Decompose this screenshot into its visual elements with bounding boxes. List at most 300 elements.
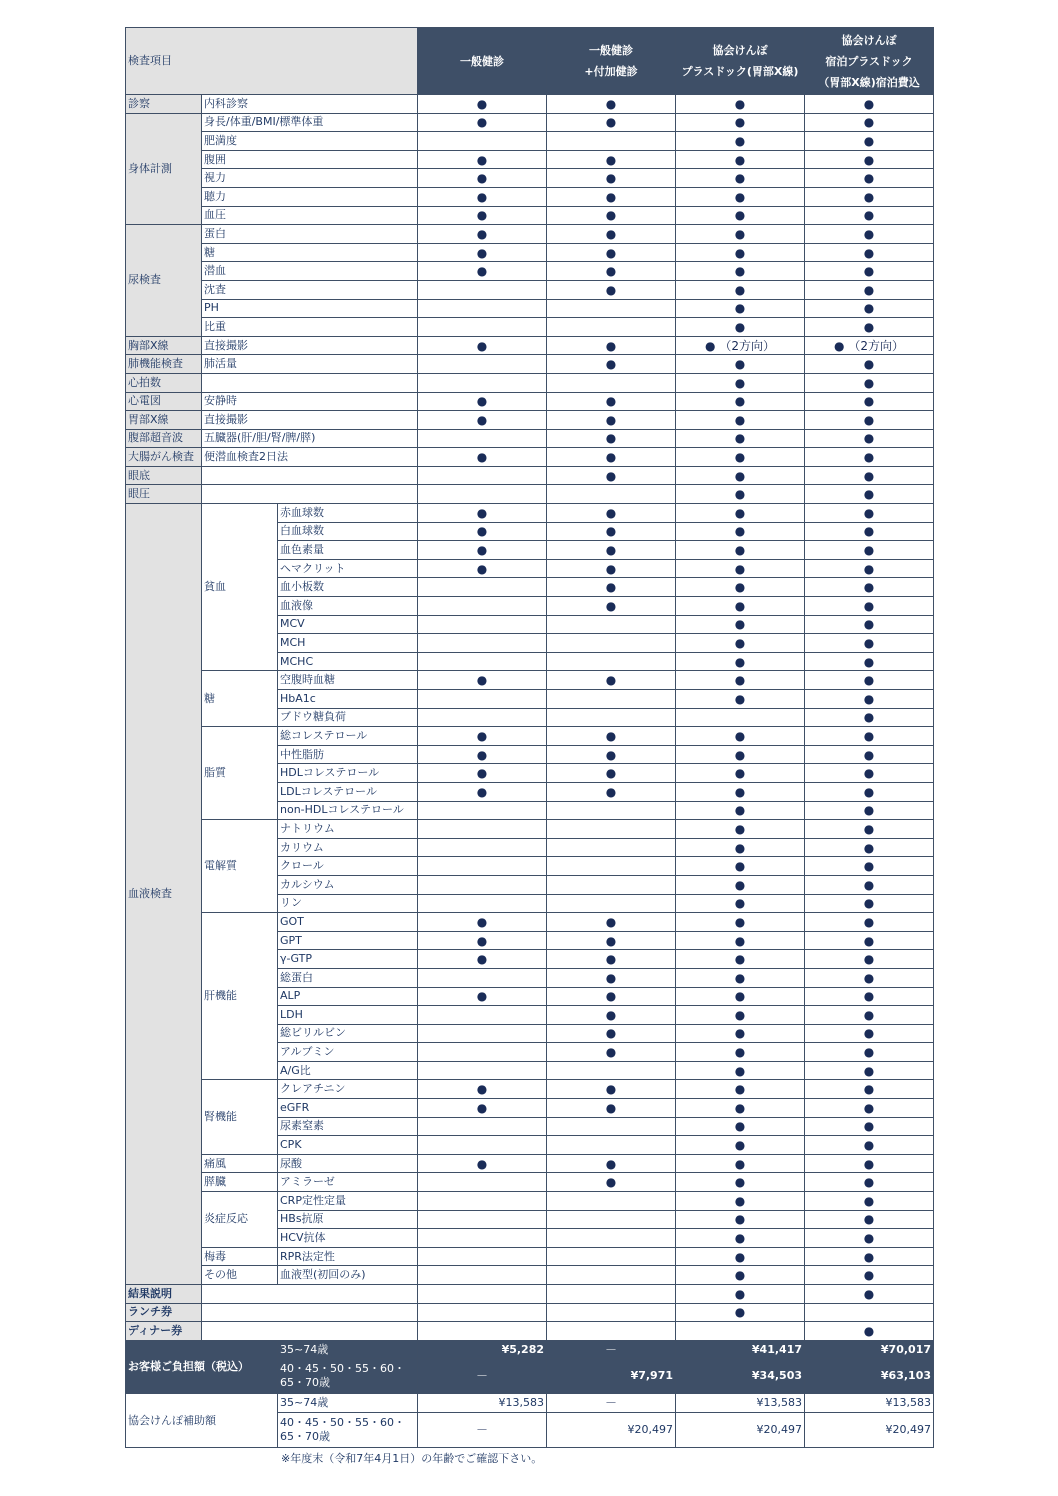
empty-cell <box>418 578 547 597</box>
price-value: ¥41,417 <box>676 1340 805 1359</box>
included-dot: ● <box>676 875 805 894</box>
included-dot: ● <box>418 448 547 467</box>
included-dot: ● <box>805 485 934 504</box>
table-row <box>126 1080 934 1099</box>
price-value: ¥34,503 <box>676 1359 805 1394</box>
included-dot: ● <box>676 727 805 746</box>
table-row <box>126 820 934 839</box>
item-label: 総コレステロール <box>278 727 418 746</box>
included-dot: ● <box>676 132 805 151</box>
item-label <box>202 466 418 485</box>
item-label: 沈査 <box>202 280 418 299</box>
included-dot: ● <box>547 671 676 690</box>
included-dot: ● <box>418 411 547 430</box>
included-dot: ● <box>805 243 934 262</box>
table-row <box>126 411 934 430</box>
included-dot: ● <box>547 968 676 987</box>
price-value: ¥13,583 <box>805 1394 934 1413</box>
empty-cell <box>418 1136 547 1155</box>
included-dot: ● <box>805 820 934 839</box>
category-label: 胸部X線 <box>126 336 202 355</box>
included-dot: ● <box>805 1136 934 1155</box>
price-value: ¥13,583 <box>676 1394 805 1413</box>
included-dot: ● <box>805 225 934 244</box>
empty-cell <box>547 894 676 913</box>
empty-cell <box>547 1136 676 1155</box>
item-label: MCHC <box>278 652 418 671</box>
table-row <box>126 373 934 392</box>
included-dot: ● <box>418 113 547 132</box>
included-dot: ● <box>676 894 805 913</box>
included-dot: ● <box>676 466 805 485</box>
category-label: 大腸がん検査 <box>126 448 202 467</box>
item-label: 総ビリルビン <box>278 1024 418 1043</box>
item-label: 潜血 <box>202 262 418 281</box>
included-dot: ● <box>805 708 934 727</box>
group-label: 腎機能 <box>202 1080 278 1154</box>
included-dot: ● <box>805 150 934 169</box>
included-dot: ● <box>676 1173 805 1192</box>
included-dot: ● <box>547 541 676 560</box>
included-dot: ● <box>676 504 805 523</box>
included-dot: ● <box>805 559 934 578</box>
item-label: クレアチニン <box>278 1080 418 1099</box>
category-label: 血液検査 <box>126 504 202 1285</box>
included-dot: ● <box>805 1322 934 1341</box>
included-dot: ● <box>805 522 934 541</box>
table-row <box>126 392 934 411</box>
item-label: MCH <box>278 634 418 653</box>
item-label: MCV <box>278 615 418 634</box>
item-label: LDH <box>278 1006 418 1025</box>
not-applicable: － <box>547 1394 676 1413</box>
included-dot: ● <box>805 913 934 932</box>
included-dot: ● <box>418 727 547 746</box>
group-label: 炎症反応 <box>202 1192 278 1248</box>
table-row <box>126 429 934 448</box>
empty-cell <box>418 820 547 839</box>
included-dot: ● <box>676 150 805 169</box>
empty-cell <box>418 634 547 653</box>
included-dot: ● <box>805 132 934 151</box>
included-dot: ● <box>805 782 934 801</box>
included-dot: ● <box>805 448 934 467</box>
empty-cell <box>547 1266 676 1285</box>
item-label: 空腹時血糖 <box>278 671 418 690</box>
included-dot: ● <box>805 838 934 857</box>
included-dot: ● <box>676 485 805 504</box>
included-dot: ● <box>676 355 805 374</box>
included-dot: ● <box>805 1247 934 1266</box>
included-dot: ● <box>676 187 805 206</box>
item-label: 安静時 <box>202 392 418 411</box>
table-row <box>126 243 934 262</box>
price-value: ¥13,583 <box>418 1394 547 1413</box>
empty-cell <box>202 1322 418 1341</box>
included-dot: ● <box>676 931 805 950</box>
included-dot: ● <box>547 578 676 597</box>
empty-cell <box>547 1303 676 1322</box>
empty-cell <box>547 615 676 634</box>
included-dot: ● <box>805 597 934 616</box>
included-dot: ● <box>676 541 805 560</box>
empty-cell <box>202 1285 418 1304</box>
included-dot: ● <box>676 318 805 337</box>
item-label: γ-GTP <box>278 950 418 969</box>
included-dot: ● <box>805 745 934 764</box>
table-row <box>126 913 934 932</box>
subsidy-row <box>126 1394 934 1413</box>
group-label: 脂質 <box>202 727 278 820</box>
table-row <box>126 95 934 114</box>
included-dot: ● <box>805 727 934 746</box>
included-dot: ● （2方向） <box>676 336 805 355</box>
empty-cell <box>547 1061 676 1080</box>
group-label: 貧血 <box>202 504 278 671</box>
empty-cell <box>547 1285 676 1304</box>
table-row <box>126 671 934 690</box>
included-dot: ● <box>547 262 676 281</box>
included-dot: ● <box>547 392 676 411</box>
empty-cell <box>418 690 547 709</box>
empty-cell <box>418 318 547 337</box>
group-label: その他 <box>202 1266 278 1285</box>
price-value: ¥7,971 <box>547 1359 676 1394</box>
included-dot: ● <box>547 1080 676 1099</box>
included-dot: ● <box>676 113 805 132</box>
empty-cell <box>547 857 676 876</box>
included-dot: ● <box>547 411 676 430</box>
included-dot: ● <box>547 1154 676 1173</box>
price-value: ¥5,282 <box>418 1340 547 1359</box>
included-dot: ● <box>418 187 547 206</box>
empty-cell <box>418 968 547 987</box>
included-dot: ● <box>547 336 676 355</box>
price-value: ¥63,103 <box>805 1359 934 1394</box>
item-label: eGFR <box>278 1099 418 1118</box>
empty-cell <box>547 838 676 857</box>
table-row <box>126 448 934 467</box>
empty-cell <box>418 1173 547 1192</box>
included-dot: ● <box>676 243 805 262</box>
included-dot: ● <box>676 1024 805 1043</box>
included-dot: ● <box>805 894 934 913</box>
item-label: 身長/体重/BMI/標準体重 <box>202 113 418 132</box>
included-dot: ● <box>805 299 934 318</box>
item-label: 尿酸 <box>278 1154 418 1173</box>
category-label: ランチ券 <box>126 1303 202 1322</box>
price-value: ¥20,497 <box>805 1412 934 1447</box>
table-row <box>126 132 934 151</box>
empty-cell <box>418 708 547 727</box>
empty-cell <box>418 801 547 820</box>
item-label: 白血球数 <box>278 522 418 541</box>
plan-header: 協会けんぽ 宿泊プラスドック （胃部X線)宿泊費込 <box>805 28 934 95</box>
item-label: リン <box>278 894 418 913</box>
included-dot: ● <box>418 1099 547 1118</box>
age-label: 40・45・50・55・60・ 65・70歳 <box>278 1412 418 1447</box>
empty-cell <box>547 1210 676 1229</box>
item-label: 蛋白 <box>202 225 418 244</box>
included-dot: ● <box>547 113 676 132</box>
table-row <box>126 206 934 225</box>
included-dot: ● <box>676 950 805 969</box>
empty-cell <box>418 299 547 318</box>
included-dot: ● <box>805 764 934 783</box>
empty-cell <box>547 1192 676 1211</box>
included-dot: ● <box>418 764 547 783</box>
included-dot: ● <box>676 597 805 616</box>
included-dot: ● <box>805 931 934 950</box>
item-label: non-HDLコレステロール <box>278 801 418 820</box>
included-dot: ● <box>805 1285 934 1304</box>
included-dot: ● <box>547 745 676 764</box>
included-dot: ● <box>547 1006 676 1025</box>
included-dot: ● <box>805 466 934 485</box>
included-dot: ● <box>418 243 547 262</box>
not-applicable: － <box>547 1340 676 1359</box>
included-dot: ● <box>676 764 805 783</box>
included-dot: ● <box>805 578 934 597</box>
included-dot: ● <box>805 169 934 188</box>
empty-cell <box>547 1247 676 1266</box>
item-label: A/G比 <box>278 1061 418 1080</box>
included-dot: ● <box>676 1192 805 1211</box>
footnote: ※年度末（令和7年4月1日）の年齢でご確認下さい。 <box>281 1452 543 1465</box>
item-label: 血圧 <box>202 206 418 225</box>
included-dot: ● <box>547 559 676 578</box>
item-label: ヘマクリット <box>278 559 418 578</box>
item-label: 内科診察 <box>202 95 418 114</box>
empty-cell <box>676 708 805 727</box>
table-row <box>126 169 934 188</box>
empty-cell <box>418 597 547 616</box>
table-row <box>126 150 934 169</box>
empty-cell <box>547 652 676 671</box>
item-label: GPT <box>278 931 418 950</box>
included-dot: ● <box>805 95 934 114</box>
table-row <box>126 225 934 244</box>
item-label: 赤血球数 <box>278 504 418 523</box>
included-dot: ● <box>805 1192 934 1211</box>
included-dot: ● <box>547 950 676 969</box>
empty-cell <box>547 318 676 337</box>
category-label: 心電図 <box>126 392 202 411</box>
item-label: アミラーゼ <box>278 1173 418 1192</box>
included-dot: ● <box>547 522 676 541</box>
included-dot: ● <box>805 392 934 411</box>
included-dot: ● <box>547 429 676 448</box>
empty-cell <box>418 280 547 299</box>
empty-cell <box>547 485 676 504</box>
included-dot: ● <box>676 1266 805 1285</box>
included-dot: ● <box>805 355 934 374</box>
item-label: 肥満度 <box>202 132 418 151</box>
included-dot: ● <box>805 1154 934 1173</box>
table-row <box>126 1303 934 1322</box>
empty-cell <box>418 1210 547 1229</box>
price-value: ¥20,497 <box>676 1412 805 1447</box>
included-dot: ● <box>418 95 547 114</box>
empty-cell <box>418 1192 547 1211</box>
item-label: GOT <box>278 913 418 932</box>
included-dot: ● <box>547 225 676 244</box>
empty-cell <box>547 801 676 820</box>
included-dot: ● <box>805 634 934 653</box>
included-dot: ● <box>805 968 934 987</box>
empty-cell <box>418 1024 547 1043</box>
included-dot: ● <box>676 262 805 281</box>
included-dot: ● <box>676 1247 805 1266</box>
item-label: クロール <box>278 857 418 876</box>
empty-cell <box>418 132 547 151</box>
item-label: LDLコレステロール <box>278 782 418 801</box>
included-dot: ● <box>676 820 805 839</box>
included-dot: ● <box>676 634 805 653</box>
included-dot: ● <box>805 652 934 671</box>
included-dot: ● <box>676 1154 805 1173</box>
table-row <box>126 1266 934 1285</box>
included-dot: ● <box>547 727 676 746</box>
empty-cell <box>547 1229 676 1248</box>
included-dot: ● <box>418 392 547 411</box>
empty-cell <box>418 373 547 392</box>
table-row <box>126 318 934 337</box>
empty-cell <box>418 615 547 634</box>
table-row <box>126 336 934 355</box>
included-dot: ● <box>676 690 805 709</box>
payment-label: お客様ご負担額（税込） <box>126 1340 278 1394</box>
empty-cell <box>805 1303 934 1322</box>
included-dot: ● <box>676 448 805 467</box>
item-label: 視力 <box>202 169 418 188</box>
included-dot: ● <box>676 1080 805 1099</box>
item-label: CRP定性定量 <box>278 1192 418 1211</box>
age-label: 35~74歳 <box>278 1394 418 1413</box>
not-applicable: － <box>418 1359 547 1394</box>
included-dot: ● <box>676 225 805 244</box>
included-dot: ● <box>418 782 547 801</box>
empty-cell <box>418 1006 547 1025</box>
table-row <box>126 1154 934 1173</box>
included-dot: ● <box>676 1303 805 1322</box>
included-dot: ● <box>805 1266 934 1285</box>
empty-cell <box>547 1322 676 1341</box>
item-label: 五臓器(肝/胆/腎/脾/膵) <box>202 429 418 448</box>
included-dot: ● <box>676 1006 805 1025</box>
included-dot: ● <box>418 913 547 932</box>
included-dot: ● <box>805 1229 934 1248</box>
price-value: ¥70,017 <box>805 1340 934 1359</box>
table-row <box>126 355 934 374</box>
category-label: 眼底 <box>126 466 202 485</box>
table-row <box>126 504 934 523</box>
included-dot: ● <box>418 522 547 541</box>
empty-cell <box>547 820 676 839</box>
included-dot: ● <box>805 875 934 894</box>
category-label: ディナー券 <box>126 1322 202 1341</box>
included-dot: ● <box>805 987 934 1006</box>
included-dot: ● <box>805 690 934 709</box>
included-dot: ● <box>547 355 676 374</box>
included-dot: ● <box>805 411 934 430</box>
included-dot: ● <box>676 838 805 857</box>
included-dot: ● <box>805 950 934 969</box>
included-dot: ● <box>547 150 676 169</box>
category-label: 胃部X線 <box>126 411 202 430</box>
empty-cell <box>547 690 676 709</box>
empty-cell <box>547 1117 676 1136</box>
included-dot: ● <box>418 206 547 225</box>
included-dot: ● <box>547 466 676 485</box>
included-dot: ● <box>547 1043 676 1062</box>
empty-cell <box>418 355 547 374</box>
included-dot: ● <box>676 1136 805 1155</box>
included-dot: ● <box>805 1099 934 1118</box>
included-dot: ● <box>805 1210 934 1229</box>
item-label: CPK <box>278 1136 418 1155</box>
item-label: 肺活量 <box>202 355 418 374</box>
included-dot: ● <box>676 1061 805 1080</box>
empty-cell <box>418 1247 547 1266</box>
included-dot: ● <box>418 1154 547 1173</box>
item-label: 直接撮影 <box>202 336 418 355</box>
included-dot: ● （2方向） <box>805 336 934 355</box>
included-dot: ● <box>676 745 805 764</box>
included-dot: ● <box>805 671 934 690</box>
included-dot: ● <box>676 1229 805 1248</box>
empty-cell <box>202 1303 418 1322</box>
empty-cell <box>418 875 547 894</box>
included-dot: ● <box>418 504 547 523</box>
included-dot: ● <box>547 782 676 801</box>
included-dot: ● <box>805 615 934 634</box>
table-row <box>126 1192 934 1211</box>
category-label: 結果説明 <box>126 1285 202 1304</box>
item-label: 総蛋白 <box>278 968 418 987</box>
included-dot: ● <box>676 411 805 430</box>
included-dot: ● <box>805 318 934 337</box>
empty-cell <box>418 429 547 448</box>
item-label: 比重 <box>202 318 418 337</box>
item-label: カルシウム <box>278 875 418 894</box>
included-dot: ● <box>418 150 547 169</box>
table-row <box>126 727 934 746</box>
included-dot: ● <box>418 950 547 969</box>
table-row <box>126 1173 934 1192</box>
not-applicable: － <box>418 1412 547 1447</box>
category-label: 腹部超音波 <box>126 429 202 448</box>
included-dot: ● <box>418 336 547 355</box>
included-dot: ● <box>676 206 805 225</box>
group-label: 膵臓 <box>202 1173 278 1192</box>
included-dot: ● <box>547 448 676 467</box>
included-dot: ● <box>805 1024 934 1043</box>
included-dot: ● <box>547 280 676 299</box>
included-dot: ● <box>805 857 934 876</box>
item-label: 糖 <box>202 243 418 262</box>
included-dot: ● <box>805 280 934 299</box>
included-dot: ● <box>676 987 805 1006</box>
group-label: 痛風 <box>202 1154 278 1173</box>
included-dot: ● <box>805 1061 934 1080</box>
included-dot: ● <box>805 504 934 523</box>
included-dot: ● <box>676 1099 805 1118</box>
included-dot: ● <box>676 671 805 690</box>
included-dot: ● <box>547 931 676 950</box>
category-label: 眼圧 <box>126 485 202 504</box>
empty-cell <box>547 373 676 392</box>
